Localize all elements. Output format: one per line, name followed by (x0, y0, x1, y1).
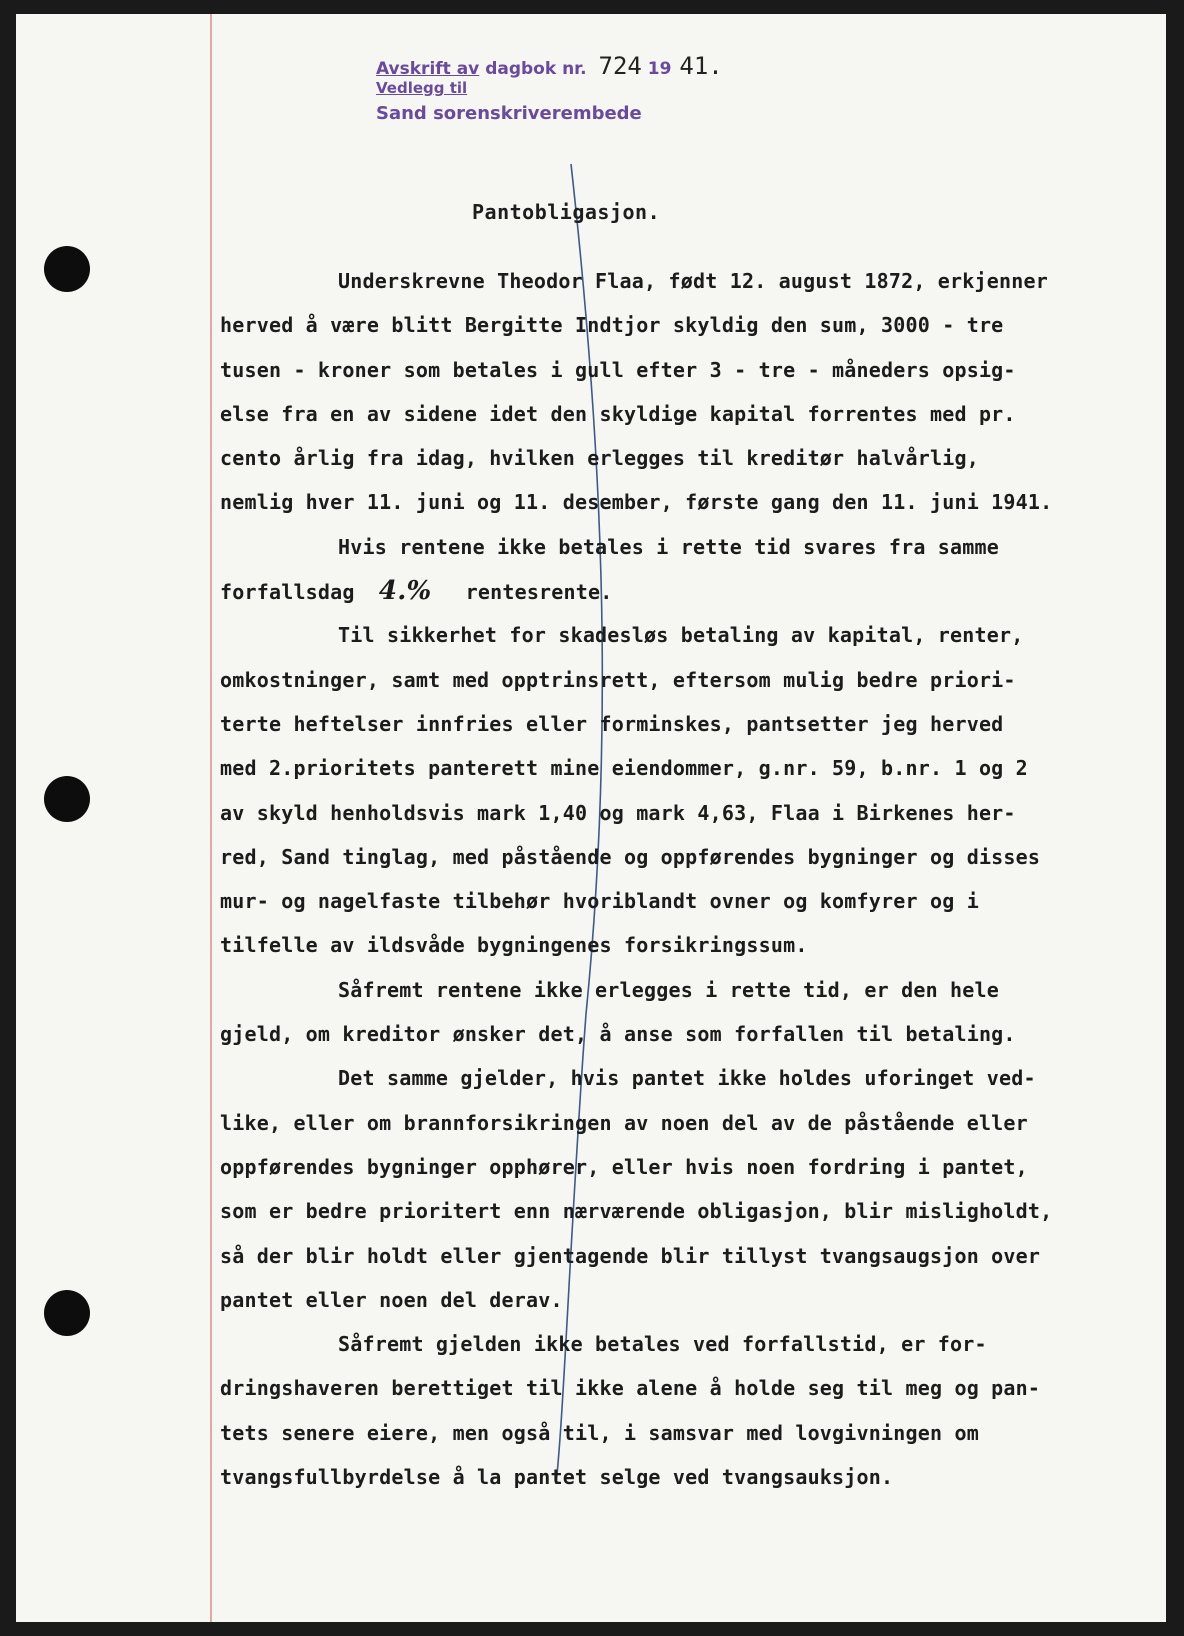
forfallsdag-label: forfallsdag (220, 580, 355, 605)
text-line: like, eller om brannforsikringen av noen del av de påstående eller (220, 1110, 1028, 1135)
text-line: Såfremt gjelden ikke betales ved forfallstid, er for- (338, 1332, 987, 1357)
journal-number: 724 (598, 52, 642, 80)
stamp-line-1 (376, 52, 723, 80)
stamp-year-prefix: 19 (647, 59, 672, 79)
text-line: tvangsfullbyrdelse å la pantet selge ved tvangsauksjon. (220, 1465, 894, 1490)
stamp-avskrift: Avskrift av (376, 59, 480, 79)
text-line: nemlig hver 11. juni og 11. desember, første gang den 11. juni 1941. (220, 490, 1053, 515)
punch-hole-middle (44, 776, 90, 822)
text-line: tets senere eiere, men også til, i samsvar med lovgivningen om (220, 1420, 979, 1445)
text-line: herved å være blitt Bergitte Indtjor skyldig den sum, 3000 - tre (220, 313, 1004, 338)
text-line: red, Sand tinglag, med påstående og oppførendes bygninger og disses (220, 844, 1041, 869)
text-line: tilfelle av ildsvåde bygningenes forsikringssum. (220, 933, 808, 958)
punch-hole-bottom (44, 1290, 90, 1336)
document-body (220, 259, 1120, 1499)
text-line: med 2.prioritets panterett mine eiendommer, g.nr. 59, b.nr. 1 og 2 (220, 756, 1028, 781)
text-line: terte heftelser innfries eller forminskes, pantsetter jeg herved (220, 711, 1004, 736)
text-line: gjeld, om kreditor ønsker det, å anse som forfallen til betaling. (220, 1022, 1016, 1047)
text-line: omkostninger, samt med opptrinsrett, eftersom mulig bedre priori- (220, 667, 1016, 692)
document-page (16, 14, 1166, 1622)
handwritten-rate: 4.% (378, 576, 432, 607)
text-line: Såfremt rentene ikke erlegges i rette tid, er den hele (338, 977, 1000, 1002)
rentesrente-label: rentesrente. (465, 580, 613, 605)
journal-year: 41. (679, 52, 723, 80)
text-line: Hvis rentene ikke betales i rette tid svares fra samme (338, 534, 1000, 559)
text-line: av skyld henholdsvis mark 1,40 og mark 4,63, Flaa i Birkenes her- (220, 800, 1016, 825)
punch-hole-top (44, 246, 90, 292)
text-line: dringshaveren berettiget til ikke alene å holde seg til meg og pan- (220, 1376, 1041, 1401)
text-line: så der blir holdt eller gjentagende blir tillyst tvangsaugsjon over (220, 1243, 1041, 1268)
text-line: Underskrevne Theodor Flaa, født 12. august 1872, erkjenner (338, 269, 1048, 293)
text-line: cento årlig fra idag, hvilken erlegges til kreditør halvårlig, (220, 446, 979, 471)
registry-stamp (376, 52, 723, 127)
stamp-dagbok: dagbok nr. (485, 59, 587, 79)
text-line: oppførendes bygninger opphører, eller hvis noen fordring i pantet, (220, 1154, 1028, 1179)
stamp-vedlegg: Vedlegg til (376, 79, 468, 97)
document-title: Pantobligasjon. (472, 200, 661, 224)
text-line: else fra en av sidene idet den skyldige kapital forrentes med pr. (220, 401, 1016, 426)
text-line: Til sikkerhet for skadesløs betaling av kapital, renter, (338, 623, 1024, 648)
stamp-office: Sand sorenskriverembede (376, 103, 642, 124)
text-line: pantet eller noen del derav. (220, 1287, 563, 1312)
text-line: tusen - kroner som betales i gull efter 3 - tre - måneders opsig- (220, 357, 1016, 382)
text-line: som er bedre prioritert enn nærværende obligasjon, blir misligholdt, (220, 1199, 1053, 1224)
text-line: Det samme gjelder, hvis pantet ikke holdes uforinget ved- (338, 1066, 1036, 1091)
text-line (220, 569, 1120, 613)
text-line: mur- og nagelfaste tilbehør hvoriblandt ovner og komfyrer og i (220, 889, 979, 914)
